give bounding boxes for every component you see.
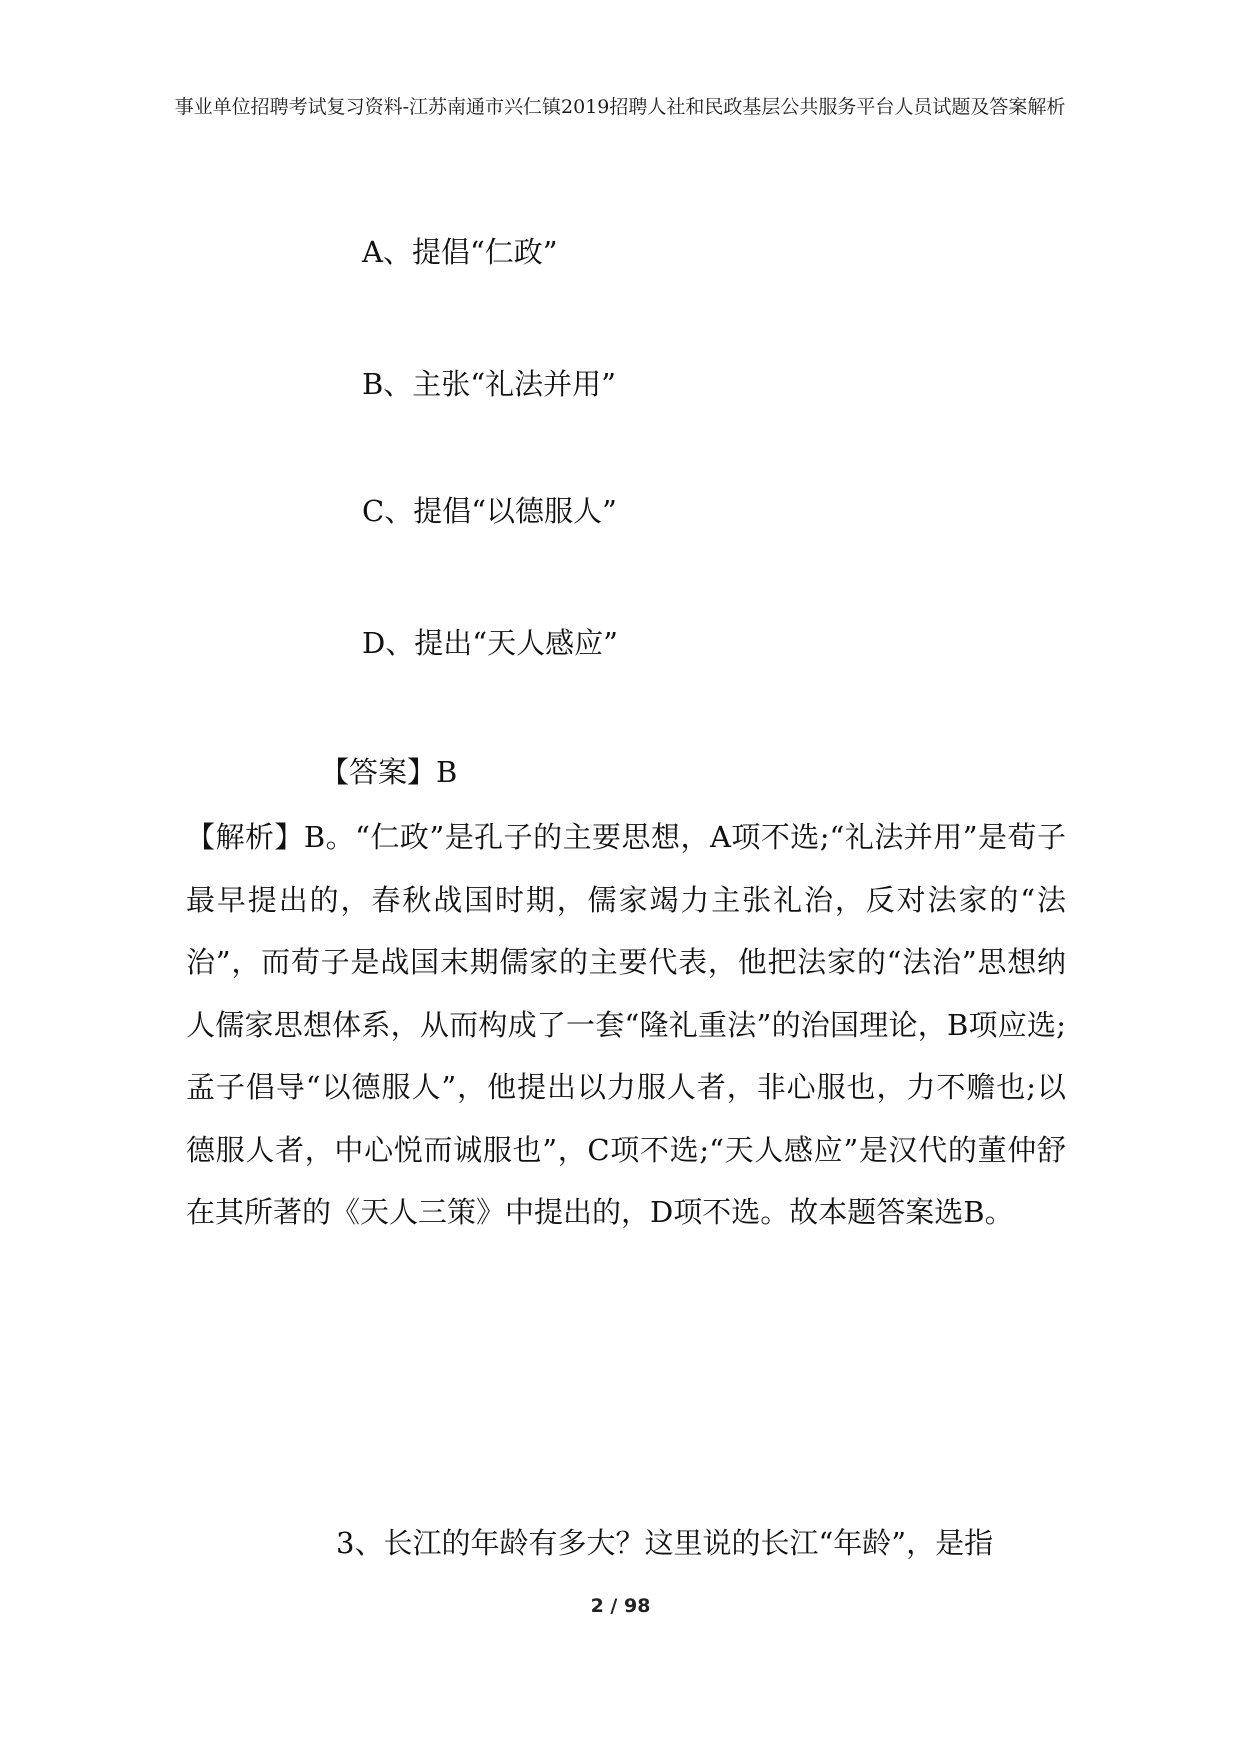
page-number: 2 / 98 xyxy=(590,1595,651,1617)
answer-line: 【答案】B xyxy=(320,755,458,789)
analysis-paragraph: 【解析】B。“仁政”是孔子的主要思想，A项不选;“礼法并用”是荀子最早提出的，春秋战国时期，儒家竭力主张礼治，反对法家的“法治”，而荀子是战国末期儒家的主要代表，他把法家的“法治”思想纳人儒家思想体系，从而构成了一套“隆礼重法”的治国理论，B项应选;孟子倡导“以德服人”，他提出以力服人者，非心服也，力不赡也;以德服人者，中心悦而诚服也”，C项不选;“天人感应”是汉代的董仲舒在其所著的《天人三策》中提出的，D项不选。故本题答案选B。 xyxy=(186,820,1066,1229)
option-a: A、提倡“仁政” xyxy=(362,235,558,269)
question-3-stem: 3、长江的年龄有多大？这里说的长江“年龄”，是指 xyxy=(336,1526,994,1560)
option-c: C、提倡“以德服人” xyxy=(362,494,617,528)
option-b: B、主张“礼法并用” xyxy=(362,367,616,401)
option-d: D、提出“天人感应” xyxy=(362,626,618,660)
page-header-title: 事业单位招聘考试复习资料-江苏南通市兴仁镇2019招聘人社和民政基层公共服务平台人员试题及答案解析 xyxy=(174,96,1066,118)
